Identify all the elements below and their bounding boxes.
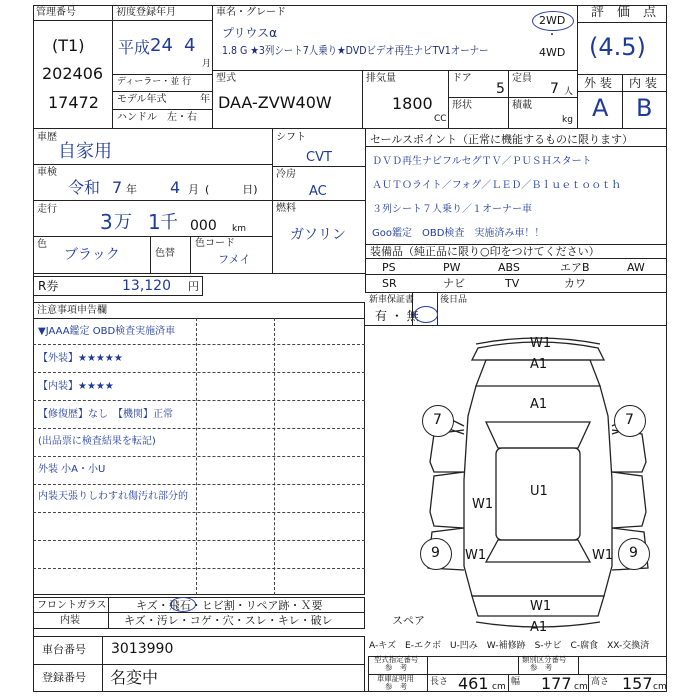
equip-leather: カワ <box>564 277 586 290</box>
month-unit: 月 <box>202 59 212 69</box>
equip-abs: ABS <box>498 261 520 274</box>
chassis-number: 3013990 <box>111 641 174 657</box>
notes-title: 注意事項申告欄 <box>37 305 107 316</box>
shape-label: 形状 <box>452 100 472 111</box>
equip-navi: ナビ <box>443 277 465 290</box>
mileage-man-unit: 万 <box>114 212 132 233</box>
height-unit: cm <box>653 682 667 692</box>
mark-left-rear-w1: W1 <box>465 548 487 563</box>
front-glass-value: キズ・飛石・ヒビ割・リペア跡・Ｘ要 <box>136 599 323 612</box>
capacity: 7 <box>550 81 559 97</box>
kanri-number-2: 17472 <box>48 93 99 112</box>
name-grade-label: 車名・グレード <box>216 7 286 18</box>
sales-line-3: ３列シート７人乗り／１オーナー車 <box>372 204 532 215</box>
color-code-label: 色コード <box>195 238 235 249</box>
usage-label: 車歴 <box>37 132 57 143</box>
front-glass-label: フロントガラス <box>37 600 107 611</box>
equip-aw: AW <box>627 261 645 274</box>
drive-dot: ・ <box>547 30 557 41</box>
mileage-label: 走行 <box>37 204 57 215</box>
notes-box <box>33 302 365 595</box>
mileage-man: 3 <box>100 210 113 234</box>
drive-4wd: 4WD <box>539 46 566 59</box>
extra-label: 後日品 <box>440 295 468 305</box>
capacity-unit: 人 <box>564 87 574 97</box>
chassis-label: 車台番号 <box>42 643 86 656</box>
recycle-amount: 13,120 <box>122 278 171 294</box>
length-value: 461 <box>458 674 489 693</box>
mark-right-rear-9: 9 <box>629 545 638 561</box>
shift: CVT <box>306 150 332 165</box>
height-label: 高さ <box>591 677 610 687</box>
recycle-label: R券 <box>38 279 59 293</box>
equip-sr: SR <box>382 277 397 290</box>
color-label: 色 <box>37 239 47 250</box>
width-unit: cm <box>574 682 588 692</box>
damage-legend: A-キズ E-エクボ U-凹み W-補修跡 S-サビ C-腐食 XX-交換済 <box>369 641 650 651</box>
exterior-grade: A <box>592 94 609 122</box>
equip-ps: PS <box>382 261 396 274</box>
doors-label: ドア <box>452 73 472 84</box>
sales-line-4: Goo鑑定 OBD検査 実施済み車！！ <box>372 228 545 239</box>
fuel-label: 燃料 <box>276 203 296 214</box>
first-reg-year: 24 <box>150 35 173 56</box>
note-line-7: 内装天張りしわすれ傷汚れ部分的 <box>38 491 188 502</box>
kanri-number-1: 202406 <box>42 64 104 83</box>
glass-interior-value: キズ・汚レ・コゲ・穴・スレ・キレ・破レ <box>124 614 333 627</box>
width-value: 177 <box>541 674 572 693</box>
mileage-sen: 1 <box>148 210 161 234</box>
chip-circle <box>170 597 196 612</box>
type-cert-label: 型式指定番号 <box>374 656 419 665</box>
width-label: 幅 <box>511 677 521 687</box>
note-line-6: 外装 小A・小U <box>38 464 106 475</box>
equip-pw: PW <box>443 261 461 274</box>
car-diagram <box>368 330 666 638</box>
displacement-label: 排気量 <box>366 73 396 84</box>
reg-label: 登録番号 <box>42 671 86 684</box>
mark-hood-a1: A1 <box>530 357 548 372</box>
katashiki-label: 型式 <box>216 73 236 84</box>
warranty-none-circle <box>414 306 438 323</box>
warranty-value: 有 ・ 無 <box>375 309 419 323</box>
type-cert-ref: 参 考 <box>385 664 408 673</box>
cert-label: 車庫証明用 <box>377 675 414 684</box>
sales-title: セールスポイント（正常に機能するものに限ります） <box>370 133 634 146</box>
interior-label: 内 装 <box>629 76 657 90</box>
mileage-rest: 000 <box>190 218 217 234</box>
mark-rear-bumper-w1: W1 <box>530 599 552 614</box>
cc-unit: CC <box>434 114 447 124</box>
interior-grade: B <box>636 94 653 122</box>
model-year-unit: 年 <box>200 94 210 105</box>
mark-left-side-w1: W1 <box>472 497 494 512</box>
height-value: 157 <box>622 674 653 693</box>
note-line-5: (出品票に検査結果を転記) <box>38 436 156 447</box>
displacement: 1800 <box>392 94 433 113</box>
color-change-label: 色替 <box>155 248 175 259</box>
glass-interior-label: 内装 <box>60 615 80 626</box>
insp-year-unit: 年 <box>126 183 137 196</box>
equipment-title: 装備品（純正品に限り○印をつけてください） <box>370 245 600 258</box>
km-unit: km <box>232 224 246 234</box>
mark-roof-u1: U1 <box>530 484 548 499</box>
exterior-label: 外 装 <box>584 76 612 90</box>
handle-label: ハンドル 左・右 <box>117 112 197 123</box>
windshield <box>486 422 590 448</box>
insp-month: 4 <box>170 178 181 197</box>
rear-glass <box>486 540 590 562</box>
note-line-4: 【修復歴】なし 【機関】正常 <box>38 409 173 420</box>
aircon: AC <box>309 184 327 199</box>
category-label: 類別区分番号 <box>522 656 567 665</box>
recycle-box <box>33 276 203 296</box>
mark-left-front-7: 7 <box>433 412 442 428</box>
load-label: 積載 <box>512 100 532 111</box>
score: (4.5) <box>589 33 646 61</box>
recycle-unit: 円 <box>188 280 199 293</box>
first-reg-label: 初度登録年月 <box>116 7 176 18</box>
kg-unit: kg <box>562 115 573 125</box>
inspection-label: 車検 <box>37 167 57 178</box>
note-line-3: 【内装】★★★★ <box>38 381 114 392</box>
shift-label: シフト <box>276 132 306 143</box>
equip-tv: TV <box>505 277 520 290</box>
spare-label: スペア <box>392 614 425 627</box>
score-label: 評 価 点 <box>591 5 657 20</box>
kanri-code: (T1) <box>52 36 85 55</box>
mark-left-rear-9: 9 <box>431 545 440 561</box>
mark-right-front-7: 7 <box>625 412 634 428</box>
insp-day: ( 日) <box>205 183 258 196</box>
grade: 1.8 G ★3列シート7人乗り★DVDビデオ再生ナビTV1オーナー <box>222 44 489 57</box>
length-unit: cm <box>492 682 506 692</box>
color-code: フメイ <box>218 253 251 266</box>
mark-rear-a1: A1 <box>530 620 548 635</box>
insp-era: 令和 <box>68 178 101 197</box>
insp-year: 7 <box>112 178 123 197</box>
sales-line-1: ＤＶＤ再生ナビフルセグＴＶ／ＰＵＳＨスタート <box>372 156 592 167</box>
aircon-label: 冷房 <box>276 169 296 180</box>
category-ref: 参 考 <box>530 664 553 673</box>
model-year-label: モデル年式 <box>117 94 167 105</box>
warranty-label: 新車保証書 <box>369 295 415 305</box>
mark-roof-front-a1: A1 <box>530 397 548 412</box>
insp-month-unit: 月 <box>188 183 199 196</box>
mark-front-bumper-w1: W1 <box>530 336 552 351</box>
usage: 自家用 <box>58 141 112 162</box>
fuel: ガソリン <box>290 227 346 243</box>
cert-ref: 参 考 <box>385 683 408 692</box>
equip-airbag: エアB <box>560 261 590 274</box>
era: 平成 <box>118 38 151 57</box>
mileage-sen-unit: 千 <box>160 212 178 233</box>
doors: 5 <box>496 81 505 97</box>
note-line-2: 【外装】★★★★★ <box>38 353 123 364</box>
car-name: プリウスα <box>222 26 278 40</box>
length-label: 長さ <box>430 677 449 687</box>
drive-2wd: 2WD <box>539 14 566 27</box>
capacity-label: 定員 <box>512 73 532 84</box>
sales-line-2: ＡＵＴＯライト／フォグ／ＬＥＤ／Ｂｌｕｅｔｏｏｔｈ <box>372 180 622 191</box>
color: ブラック <box>64 247 120 263</box>
katashiki: DAA-ZVW40W <box>218 93 332 112</box>
mark-right-rear-w1: W1 <box>592 548 614 563</box>
kanri-label: 管理番号 <box>36 7 76 18</box>
dealer-label: ディーラー・並 行 <box>117 77 192 87</box>
reg-value: 名変中 <box>110 668 159 687</box>
note-line-1: ▼JAAA鑑定 OBD検査実施済車 <box>38 326 176 337</box>
first-reg-month: 4 <box>184 35 196 56</box>
